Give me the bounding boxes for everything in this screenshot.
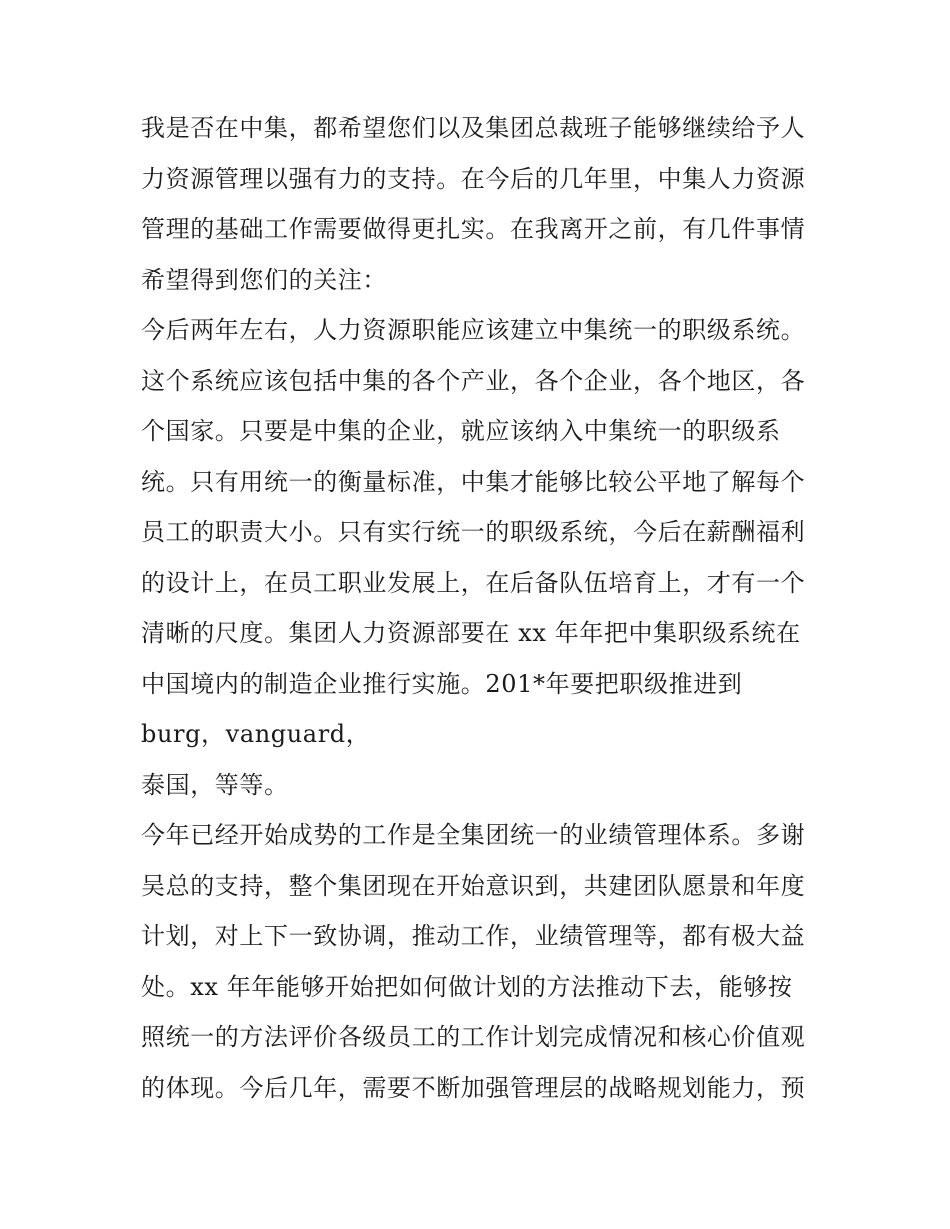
text-line: 吴总的支持，整个集团现在开始意识到，共建团队愿景和年度 xyxy=(141,871,806,900)
text-line: 的设计上，在员工职业发展上，在后备队伍培育上，才有一个 xyxy=(141,568,806,597)
text-line: 照统一的方法评价各级员工的工作计划完成情况和核心价值观 xyxy=(141,1023,806,1051)
text-line: 计划，对上下一致协调，推动工作，业绩管理等，都有极大益 xyxy=(141,922,806,950)
text-line: 力资源管理以强有力的支持。在今后的几年里，中集人力资源 xyxy=(141,164,806,193)
text-line: 的体现。今后几年，需要不断加强管理层的战略规划能力，预 xyxy=(141,1073,806,1102)
text-line: 清晰的尺度。集团人力资源部要在 xx 年年把中集职级系统在 xyxy=(141,619,801,647)
text-line: 处。xx 年年能够开始把如何做计划的方法推动下去，能够按 xyxy=(141,972,793,1001)
text-line: 统。只有用统一的衡量标准，中集才能够比较公平地了解每个 xyxy=(141,467,806,496)
text-line: burg，vanguard， xyxy=(141,720,371,748)
text-line: 今后两年左右，人力资源职能应该建立中集统一的职级系统。 xyxy=(141,316,806,344)
text-line: 这个系统应该包括中集的各个产业，各个企业，各个地区，各 xyxy=(141,366,806,395)
text-line: 我是否在中集，都希望您们以及集团总裁班子能够继续给予人 xyxy=(141,114,806,142)
text-line: 中国境内的制造企业推行实施。201*年要把职级推进到 xyxy=(141,669,743,698)
text-line: 员工的职责大小。只有实行统一的职级系统，今后在薪酬福利 xyxy=(141,518,806,546)
text-line: 泰国，等等。 xyxy=(141,770,289,799)
text-line: 管理的基础工作需要做得更扎实。在我离开之前，有几件事情 xyxy=(141,215,806,243)
text-line: 个国家。只要是中集的企业，就应该纳入中集统一的职级系 xyxy=(141,417,781,445)
body-text xyxy=(141,103,821,1113)
text-line: 今年已经开始成势的工作是全集团统一的业绩管理体系。多谢 xyxy=(141,821,806,849)
text-line: 希望得到您们的关注： xyxy=(141,265,387,294)
